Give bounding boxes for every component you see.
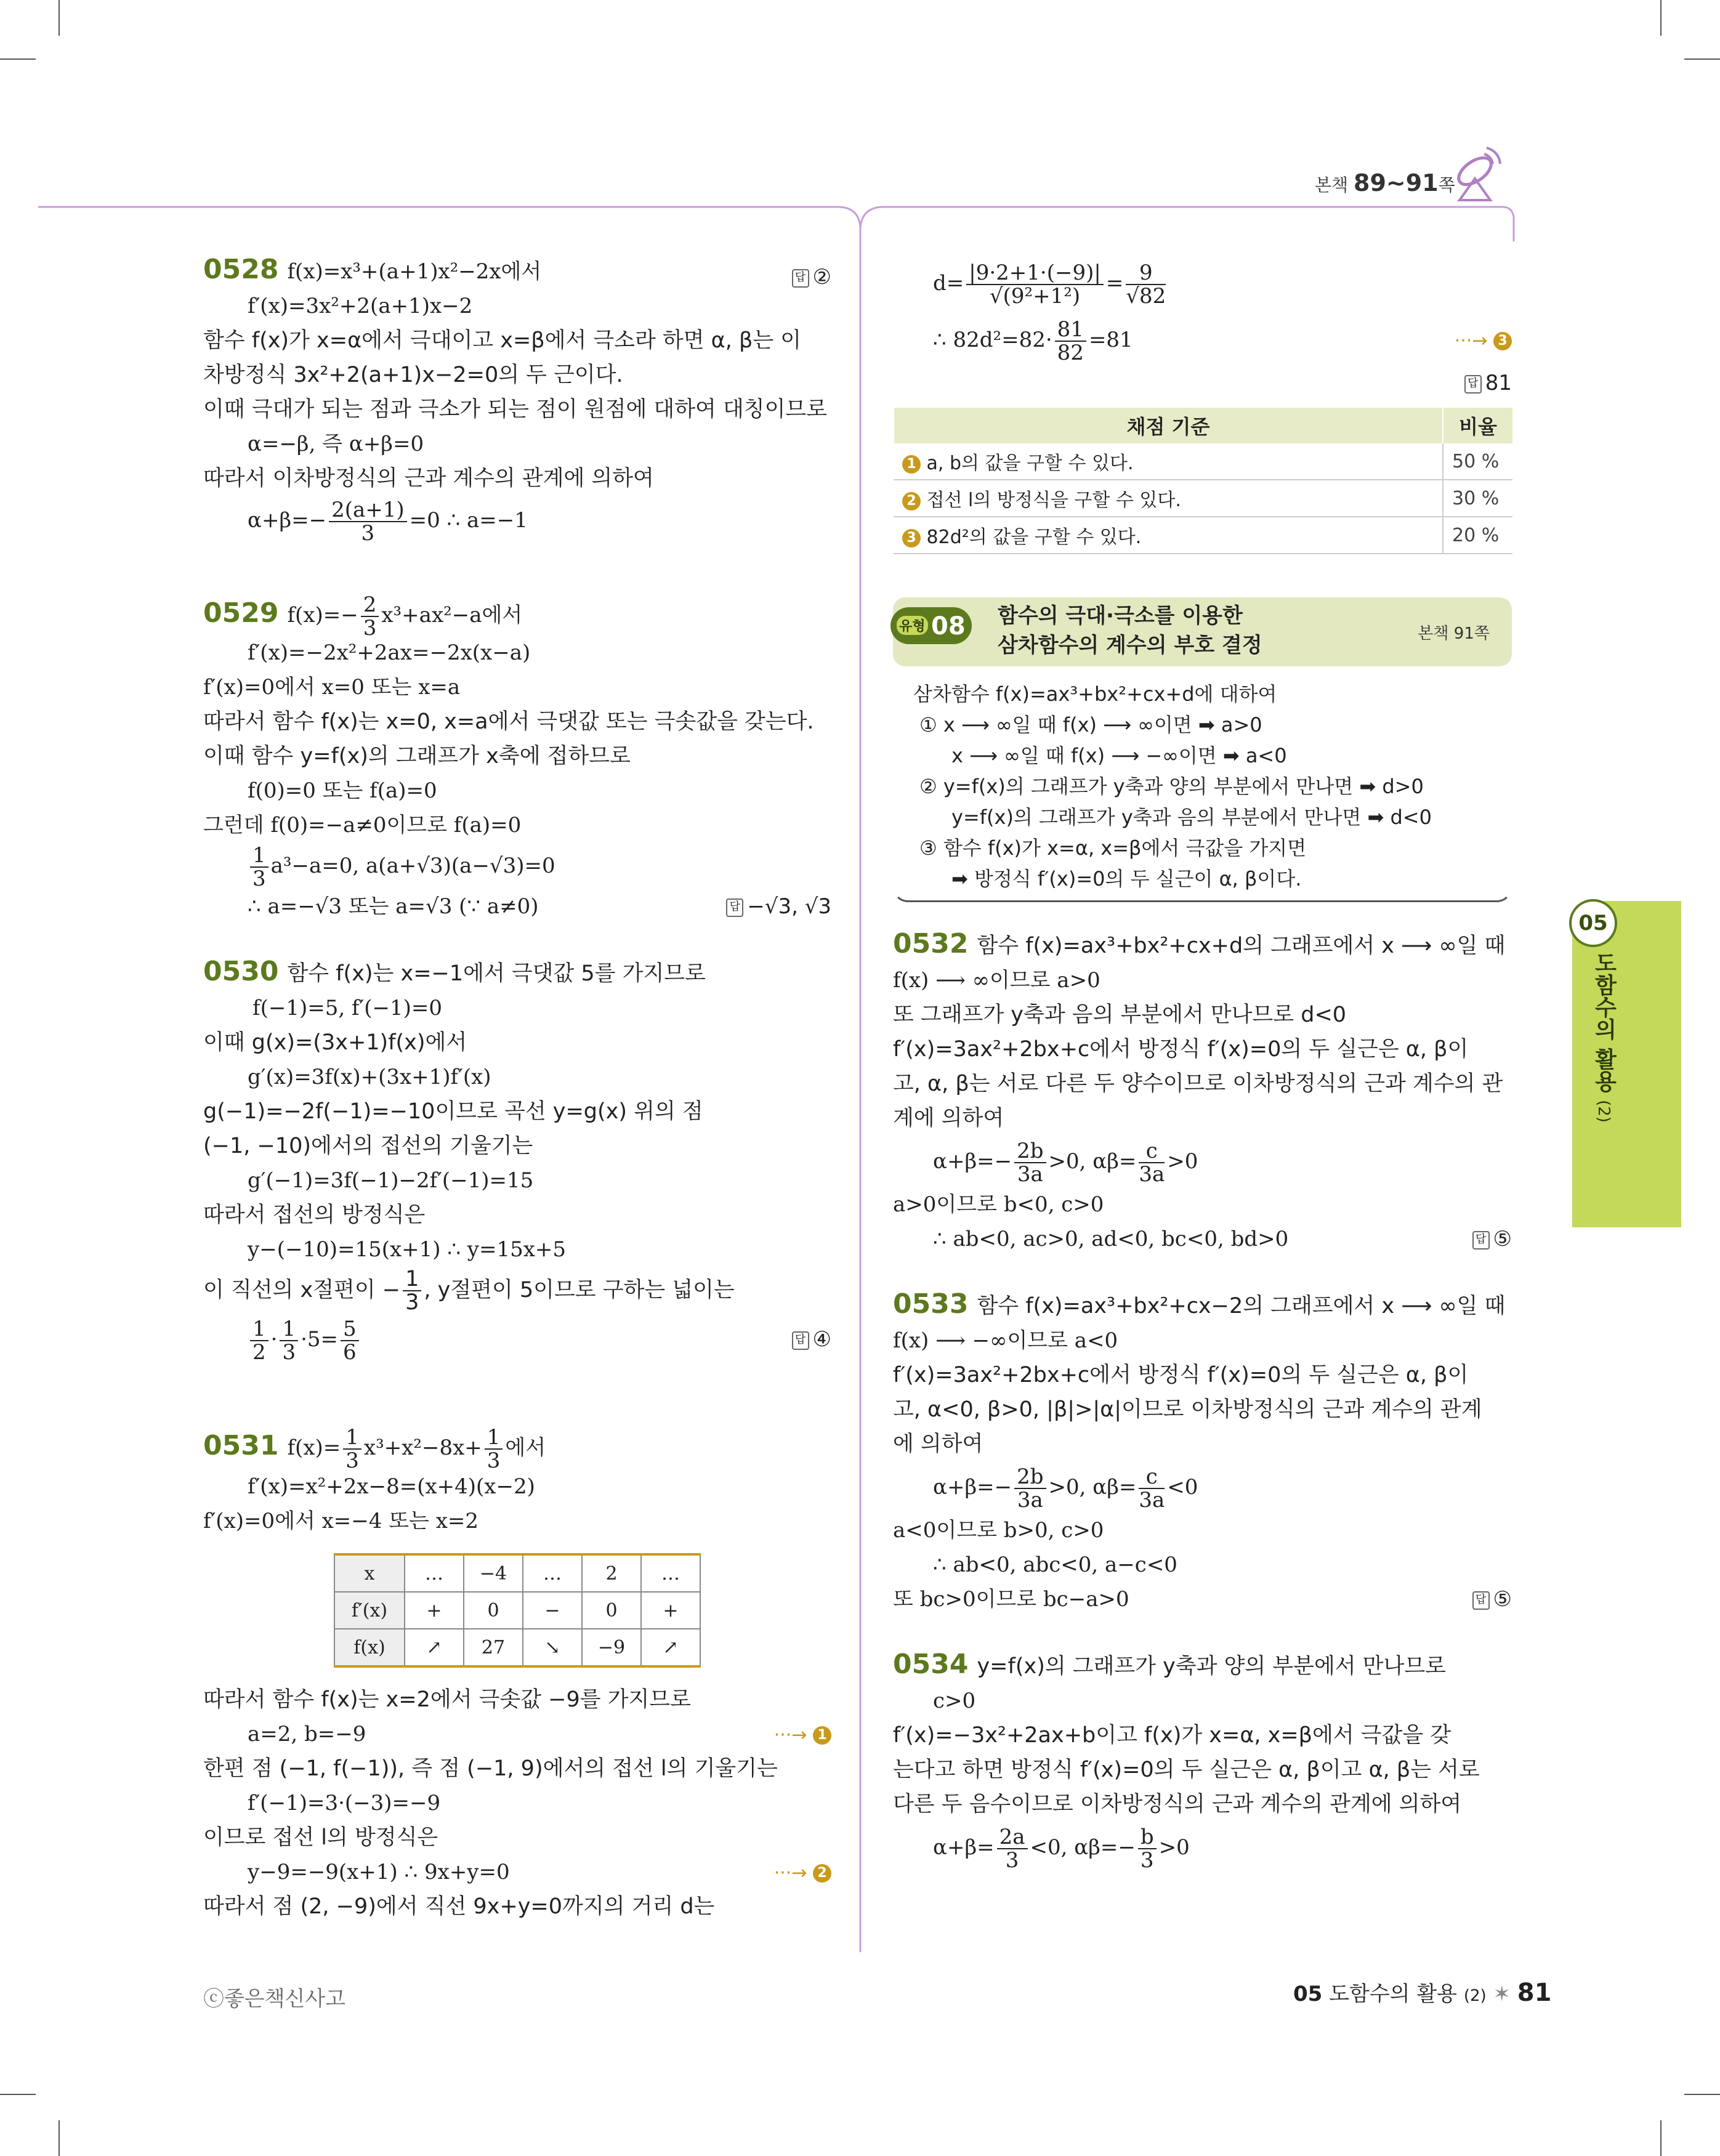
answer: 답 ④ [792,1314,831,1365]
table-header: 채점 기준 비율 [894,408,1512,443]
step-marker: ···→ 1 [774,1717,831,1753]
answer-icon: 답 [792,1331,809,1350]
page-reference: 본책 89~91쪽 [1315,169,1455,196]
chapter-side-number: 05 [1569,899,1617,947]
fraction: $\frac{2}{3}$ [361,594,379,639]
answer: 답 ⑤ [1472,1222,1512,1256]
fraction: $\frac{c}{3a}$ [1139,1464,1165,1512]
type-ref: 본책 91쪽 [1418,624,1490,643]
type-badge: 유형 08 [890,607,972,644]
page-footer: 05 도함수의 활용 (2) ✶ 81 [1293,1979,1552,2007]
problem-number: 0528 [203,254,279,285]
type-08-body: 삼차함수 f(x)=ax³+bx²+cx+d에 대하여 ① x ⟶ ∞일 때 f(x) ⟶ ∞이면 ➡ a>0 x ⟶ ∞일 때 f(x) ⟶ −∞이면 ➡ a<0 ② y=f(x)의 그래프가 y축과 양의 부분에서 만나면 ➡ d>0 y=f(x)의 그래프가 y축과 음의 부분에서 만나면 ➡ d<0 ③ 함수 f(x)가 x=α, x=β에서 극값을 가지면 ➡ 방정식 f′(x)=0의 두 실근이 α, β이다. [893,666,1512,902]
solution-0534: 0534 y=f(x)의 그래프가 y축과 양의 부분에서 만나므로 c>0 f′(x)=−3x²+2ax+b이고 f(x)가 x=α, x=β에서 극값을 갖 는다고 하면 방정식 f′(x)=0의 두 실근은 α, β이고 α, β는 서로 다른 두 음수이므로 이차방정식의 근과 계수의 관계에 의하여 α+β= $\frac{2a}{3}$ <0, αβ=− $\frac{b}{3}$ >0 [893,1649,1480,1873]
copyright: ⓒ좋은책신사고 [203,1987,346,2011]
type-08-box [893,597,1512,902]
table-row: x … −4 … 2 … [334,1554,700,1592]
problem-number: 0529 [203,597,279,629]
table-row: f′(x) + 0 − 0 + [334,1592,700,1629]
fraction: $\frac{1}{3}$ [343,1426,361,1472]
step-marker: ···→ 3 [1455,314,1512,367]
solution-0529: 0529 f(x)=− $\frac{2}{3}$ x³+ax²−a에서 f′(x)=−2x²+2ax=−2x(x−a) f′(x)=0에서 x=0 또는 x=a 따라서 함수 f(x)는 x=0, x=a에서 극댓값 또는 극솟값을 갖는다. 이때 함수 y=f(x)의 그래프가 x축에 접하므로 f(0)=0 또는 f(a)=0 그런데 f(0)=−a≠0이므로 f(a)=0 $\frac{1}{3}$ a³−a=0, a(a+√3)(a−√3)=0 ∴ a=−√3 또는 a=√3 (∵ a≠0) 답 −√3, √3 [203,591,831,936]
table-row: f(x) ↗ 27 ↘ −9 ↗ [334,1629,700,1666]
left-column [203,252,831,1924]
problem-number: 0534 [893,1649,969,1680]
fraction: $\frac{2(a+1)}{3}$ [329,499,407,544]
answer: 답 81 [1464,366,1512,400]
step-marker: ···→ 2 [774,1855,831,1891]
fraction: $\frac{1}{3}$ [280,1318,298,1363]
crop-mark [0,59,36,60]
answer-icon: 답 [792,269,809,288]
star-icon: ✶ [1493,1982,1511,2006]
solution-0531-continued: d= $\frac{|9\cdot 2+1\cdot(-9)|}{\text{√(9²+1²)}}$ = $\frac{9}{√82}$ ∴ 82d²=82· $\frac{81}{82}$ =81 ···→ 3 답 81 채점 기준 비율 1 a, b의 값을 구할 수 있다. 50 % 2 접선 l의 방정식을 구할 수 있다. 30 % 3 82d²의 값을 구할 수 있다. 20 % [893,252,1512,554]
solution-0533: 0533 함수 f(x)=ax³+bx²+cx−2의 그래프에서 x ⟶ ∞일 때 f(x) ⟶ −∞이므로 a<0 f′(x)=3ax²+2bx+c에서 방정식 f′(x)=0의 두 실근은 α, β이 고, α<0, β>0, |β|>|α|이므로 이차방정식의 근과 계수의 관계 에 의하여 α+β=− $\frac{2b}{3a}$ >0, αβ= $\frac{c}{3a}$ <0 a<0이므로 b>0, c>0 ∴ ab<0, abc<0, a−c<0 또 bc>0이므로 bc−a>0 답 ⑤ [893,1287,1512,1617]
fraction: $\frac{1}{3}$ [485,1426,503,1472]
fraction: $\frac{2a}{3}$ [997,1826,1028,1871]
answer: 답 ② [792,252,831,302]
fraction: $\frac{2b}{3a}$ [1014,1140,1046,1185]
table-row: 3 82d²의 값을 구할 수 있다. 20 % [894,517,1512,554]
crop-mark [1660,2120,1661,2156]
fraction: $\frac{1}{3}$ [250,844,268,890]
variation-table [334,1553,701,1668]
grading-table [893,408,1512,554]
table-row: 1 a, b의 값을 구할 수 있다. 50 % [894,443,1512,480]
fraction: $\frac{1}{3}$ [403,1268,421,1314]
solution-0530: 0530 함수 f(x)는 x=−1에서 극댓값 5를 가지므로 f(−1)=5, f′(−1)=0 이때 g(x)=(3x+1)f(x)에서 g′(x)=3f(x)+(3x+1)f′(x) g(−1)=−2f(−1)=−10이므로 곡선 y=g(x) 위의 점 (−1, −10)에서의 접선의 기울기는 g′(−1)=3f(−1)−2f′(−1)=15 따라서 접선의 방정식은 y−(−10)=15(x+1) ∴ y=15x+5 이 직선의 x절편이 − $\frac{1}{3}$ , y절편이 5이므로 구하는 넓이는 $\frac{1}{2}$ · $\frac{1}{3}$ ·5= $\frac{5}{6}$ 답 ④ [203,956,831,1365]
fraction: $\frac{5}{6}$ [341,1318,359,1363]
crop-mark [1660,0,1661,36]
crop-mark [59,2120,60,2156]
solution-0531: 0531 f(x)= $\frac{1}{3}$ x³+x²−8x+ $\frac{1}{3}$ 에서 f′(x)=x²+2x−8=(x+4)(x−2) f′(x)=0에서 x=−4 또는 x=2 x … −4 … 2 … f′(x) + 0 − 0 + f(x) ↗ 27 ↘ −9 ↗ 따라서 함수 f(x)는 x=2에서 극솟값 −9를 가지므로 a=2, b=−9 ···→ 1 한편 점 (−1, f(−1)), 즉 점 (−1, 9)에서의 접선 l의 기울기는 f′(−1)=3·(−3)=−9 이므로 접선 l의 방정식은 y−9=−9(x+1) ∴ 9x+y=0 ···→ 2 따라서 점 (2, −9)에서 직선 9x+y=0까지의 거리 d는 [203,1423,831,1924]
solution-0532: 0532 함수 f(x)=ax³+bx²+cx+d의 그래프에서 x ⟶ ∞일 때 f(x) ⟶ ∞이므로 a>0 또 그래프가 y축과 음의 부분에서 만나므로 d<0 f′(x)=3ax²+2bx+c에서 방정식 f′(x)=0의 두 실근은 α, β이 고, α, β는 서로 다른 두 양수이므로 이차방정식의 근과 계수의 관 계에 의하여 α+β=− $\frac{2b}{3a}$ >0, αβ= $\frac{c}{3a}$ >0 a>0이므로 b<0, c>0 ∴ ab<0, ac>0, ad<0, bc<0, bd>0 답 ⑤ [893,927,1512,1256]
crop-mark [0,2094,36,2095]
solution-0528: 0528 f(x)=x³+(a+1)x²−2x에서 f′(x)=3x²+2(a+1)x−2 함수 f(x)가 x=α에서 극대이고 x=β에서 극소라 하면 α, β는 이 차방정식 3x²+2(a+1)x−2=0의 두 근이다. 이때 극대가 되는 점과 극소가 되는 점이 원점에 대하여 대칭이므로 α=−β, 즉 α+β=0 따라서 이차방정식의 근과 계수의 관계에 의하여 α+β=− $\frac{2(a+1)}{3}$ =0 ∴ a=−1 답 ② [203,254,831,546]
answer-icon: 답 [1464,375,1482,394]
fraction: $\frac{81}{82}$ [1055,318,1086,364]
crop-mark [1684,2094,1720,2095]
answer-icon: 답 [726,898,743,917]
answer: 답 −√3, √3 [726,889,831,924]
fraction: $\frac{9}{√82}$ [1126,260,1166,309]
problem-number: 0531 [203,1430,279,1461]
answer-icon: 답 [1472,1231,1490,1250]
fraction: $\frac{c}{3a}$ [1139,1139,1165,1187]
fraction: $\frac{|9\cdot 2+1\cdot(-9)|}{\text{√(9²+1²)}}$ [966,262,1104,307]
problem-number: 0532 [893,928,969,959]
crop-mark [1684,59,1720,60]
fraction: $\frac{b}{3}$ [1138,1826,1157,1871]
type-title: 함수의 극대·극소를 이용한 삼차함수의 계수의 부호 결정 [998,604,1262,658]
fraction: $\frac{1}{2}$ [250,1318,268,1363]
answer-icon: 답 [1472,1591,1490,1610]
problem-number: 0533 [893,1288,969,1320]
answer: 답 ⑤ [1472,1582,1512,1617]
chapter-side-title: 도함수의 활용 (2) [1591,951,1617,1123]
type-08-header [893,597,1512,666]
problem-number: 0530 [203,956,279,987]
right-column [893,252,1512,1873]
table-row: 2 접선 l의 방정식을 구할 수 있다. 30 % [894,480,1512,517]
crop-mark [59,0,60,36]
fraction: $\frac{2b}{3a}$ [1014,1466,1046,1511]
